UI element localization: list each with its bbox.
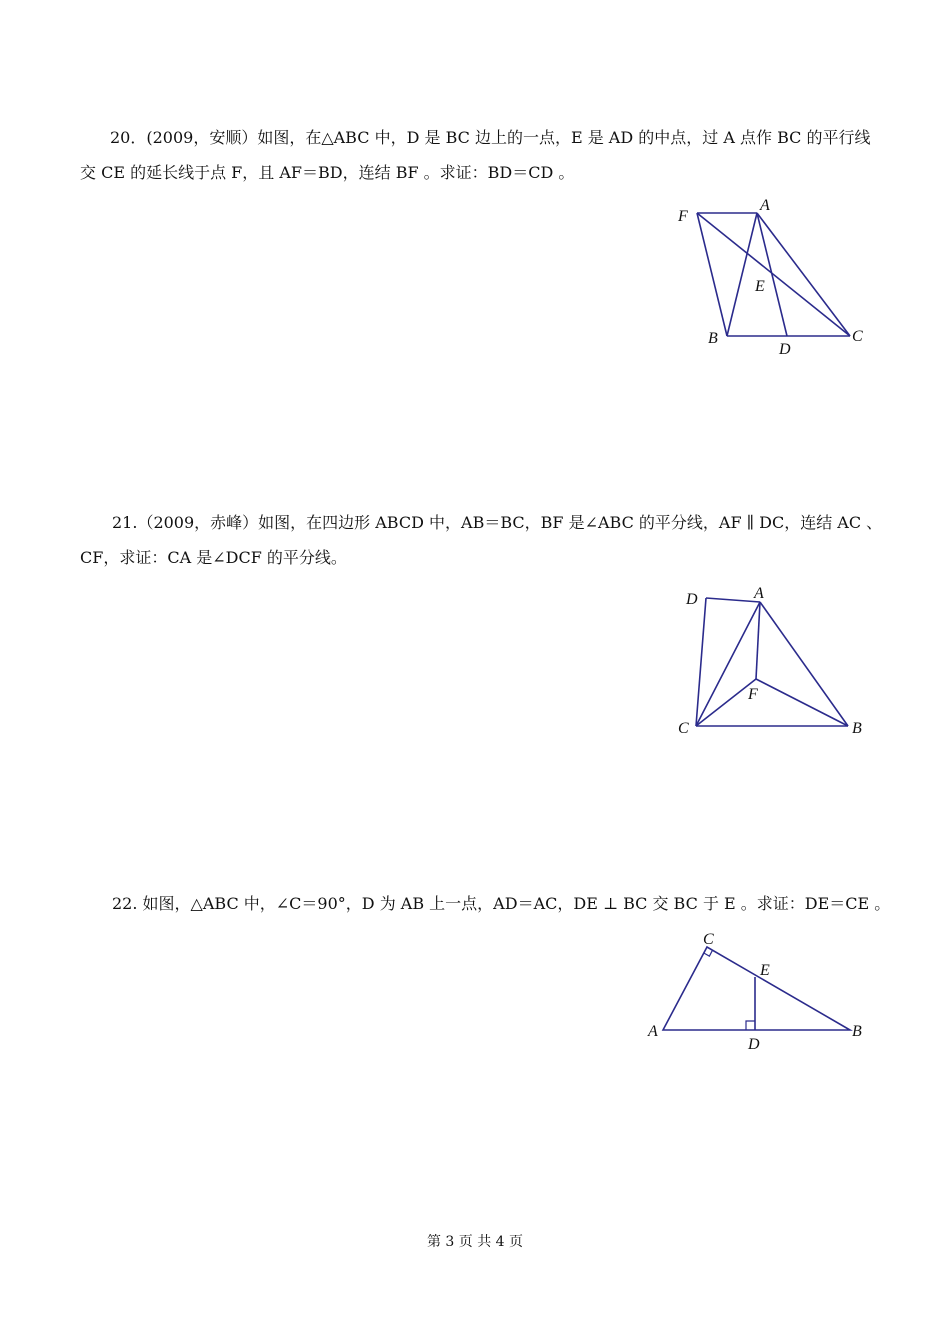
label-c: C [852,328,863,345]
segment-fc [696,679,756,726]
label-e: E [755,278,765,295]
segment-ad [757,213,787,336]
right-angle-d [746,1021,755,1030]
figure-22 [640,925,880,1055]
label-b: B [852,1023,862,1040]
segment-af [756,602,760,679]
label-c: C [703,931,714,948]
label-a: A [648,1023,658,1040]
segment-da [706,598,760,602]
problem-22-line-1: 22. 如图，△ABC 中，∠C＝90°，D 为 AB 上一点，AD＝AC，DE ⊥ BC 交 BC 于 E 。求证：DE＝CE 。 [112,894,891,913]
label-f: F [748,686,758,703]
problem-20-line-1: 20．(2009，安顺）如图，在△ABC 中，D 是 BC 边上的一点，E 是 AD 的中点，过 A 点作 BC 的平行线 [110,128,871,147]
problem-21-line-1: 21.（2009，赤峰）如图，在四边形 ABCD 中，AB＝BC，BF 是∠ABC 的平分线，AF ∥ DC，连结 AC 、 [112,513,883,532]
label-c: C [678,720,689,737]
label-a: A [760,197,770,214]
label-b: B [708,330,718,347]
label-a: A [754,585,764,602]
segment-fb [756,679,848,726]
segment-dc [696,598,706,726]
figure-21 [670,580,880,740]
problem-21-line-2: CF，求证：CA 是∠DCF 的平分线。 [80,548,347,567]
label-d: D [779,341,791,358]
problem-20-line-2: 交 CE 的延长线于点 F，且 AF＝BD，连结 BF 。求证：BD＝CD 。 [80,163,575,182]
triangle-abc [663,947,850,1030]
figure-20 [660,190,880,365]
page-footer: 第 3 页 共 4 页 [426,1234,524,1250]
segment-ab [727,213,757,336]
segment-fb [697,213,727,336]
segment-ac [757,213,850,336]
segment-fc [697,213,850,336]
segment-ab [760,602,848,726]
label-f: F [678,208,688,225]
label-e: E [760,962,770,979]
segment-ac [696,602,760,726]
label-d: D [748,1036,760,1053]
label-b: B [852,720,862,737]
label-d: D [686,591,698,608]
